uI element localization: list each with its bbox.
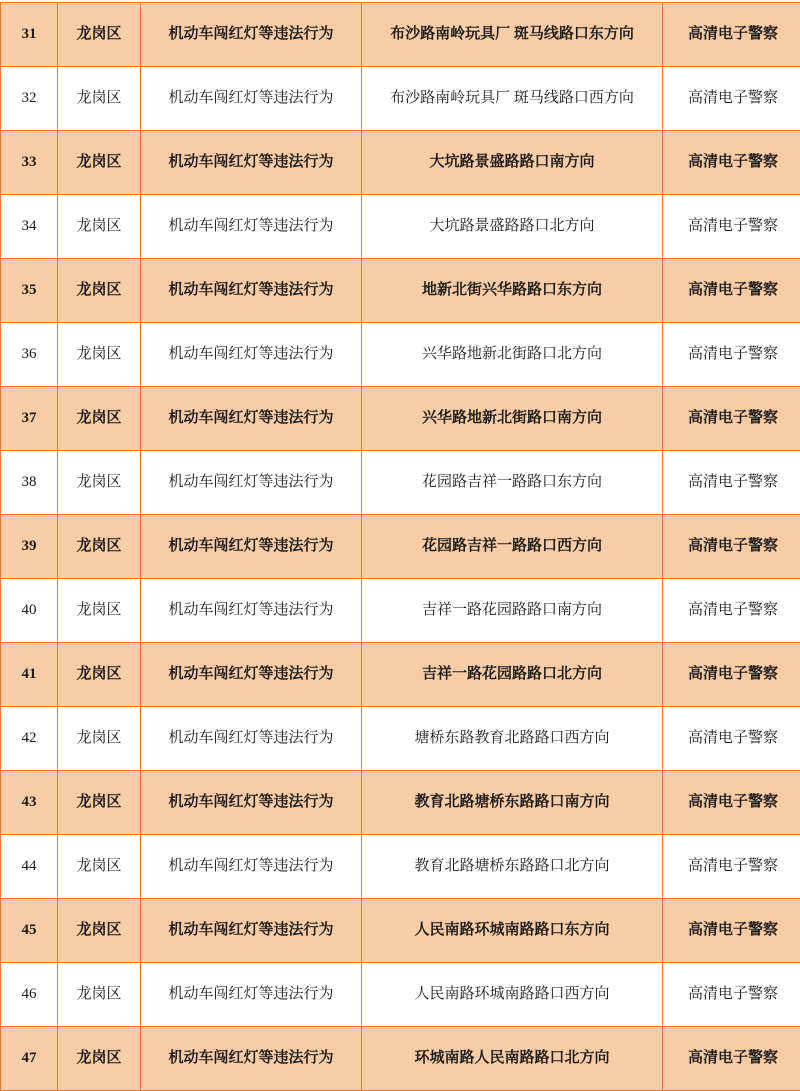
cell-device: 高清电子警察 [663, 707, 800, 771]
cell-district: 龙岗区 [58, 387, 141, 451]
cell-index: 47 [1, 1027, 58, 1091]
cell-violation-type: 机动车闯红灯等违法行为 [141, 899, 362, 963]
cell-violation-type: 机动车闯红灯等违法行为 [141, 67, 362, 131]
cell-device: 高清电子警察 [663, 387, 800, 451]
cell-location: 环城南路人民南路路口北方向 [362, 1027, 663, 1091]
cell-district: 龙岗区 [58, 707, 141, 771]
table-row [1, 899, 800, 963]
cell-location: 兴华路地新北街路口南方向 [362, 387, 663, 451]
table-row [1, 515, 800, 579]
cell-device: 高清电子警察 [663, 899, 800, 963]
cell-location: 大坑路景盛路路口南方向 [362, 131, 663, 195]
table-body [1, 3, 800, 1091]
cell-device: 高清电子警察 [663, 515, 800, 579]
cell-location: 布沙路南岭玩具厂 斑马线路口东方向 [362, 3, 663, 67]
cell-district: 龙岗区 [58, 3, 141, 67]
document-page [0, 2, 800, 1091]
cell-violation-type: 机动车闯红灯等违法行为 [141, 451, 362, 515]
table-row [1, 963, 800, 1027]
cell-device: 高清电子警察 [663, 771, 800, 835]
cell-district: 龙岗区 [58, 643, 141, 707]
cell-location: 教育北路塘桥东路路口南方向 [362, 771, 663, 835]
table-row [1, 131, 800, 195]
cell-violation-type: 机动车闯红灯等违法行为 [141, 515, 362, 579]
cell-violation-type: 机动车闯红灯等违法行为 [141, 323, 362, 387]
cell-violation-type: 机动车闯红灯等违法行为 [141, 963, 362, 1027]
cell-device: 高清电子警察 [663, 3, 800, 67]
cell-district: 龙岗区 [58, 579, 141, 643]
cell-index: 32 [1, 67, 58, 131]
cell-district: 龙岗区 [58, 67, 141, 131]
violation-table [0, 2, 800, 1091]
cell-violation-type: 机动车闯红灯等违法行为 [141, 131, 362, 195]
cell-location: 地新北街兴华路路口东方向 [362, 259, 663, 323]
cell-violation-type: 机动车闯红灯等违法行为 [141, 195, 362, 259]
cell-index: 46 [1, 963, 58, 1027]
cell-location: 大坑路景盛路路口北方向 [362, 195, 663, 259]
cell-index: 34 [1, 195, 58, 259]
cell-device: 高清电子警察 [663, 579, 800, 643]
cell-index: 41 [1, 643, 58, 707]
cell-index: 36 [1, 323, 58, 387]
cell-location: 教育北路塘桥东路路口北方向 [362, 835, 663, 899]
table-row [1, 1027, 800, 1091]
cell-district: 龙岗区 [58, 899, 141, 963]
cell-device: 高清电子警察 [663, 643, 800, 707]
cell-location: 兴华路地新北街路口北方向 [362, 323, 663, 387]
cell-district: 龙岗区 [58, 835, 141, 899]
cell-location: 吉祥一路花园路路口北方向 [362, 643, 663, 707]
cell-violation-type: 机动车闯红灯等违法行为 [141, 835, 362, 899]
cell-device: 高清电子警察 [663, 963, 800, 1027]
cell-index: 44 [1, 835, 58, 899]
cell-district: 龙岗区 [58, 515, 141, 579]
cell-device: 高清电子警察 [663, 1027, 800, 1091]
cell-location: 人民南路环城南路路口东方向 [362, 899, 663, 963]
cell-district: 龙岗区 [58, 323, 141, 387]
table-row [1, 643, 800, 707]
table-row [1, 835, 800, 899]
table-row [1, 579, 800, 643]
cell-location: 人民南路环城南路路口西方向 [362, 963, 663, 1027]
cell-violation-type: 机动车闯红灯等违法行为 [141, 387, 362, 451]
cell-index: 39 [1, 515, 58, 579]
cell-index: 35 [1, 259, 58, 323]
cell-index: 42 [1, 707, 58, 771]
cell-index: 43 [1, 771, 58, 835]
cell-violation-type: 机动车闯红灯等违法行为 [141, 3, 362, 67]
cell-index: 38 [1, 451, 58, 515]
cell-violation-type: 机动车闯红灯等违法行为 [141, 1027, 362, 1091]
cell-location: 花园路吉祥一路路口东方向 [362, 451, 663, 515]
cell-violation-type: 机动车闯红灯等违法行为 [141, 707, 362, 771]
table-row [1, 707, 800, 771]
table-row [1, 3, 800, 67]
cell-device: 高清电子警察 [663, 323, 800, 387]
cell-district: 龙岗区 [58, 1027, 141, 1091]
cell-district: 龙岗区 [58, 963, 141, 1027]
cell-device: 高清电子警察 [663, 195, 800, 259]
cell-district: 龙岗区 [58, 195, 141, 259]
cell-district: 龙岗区 [58, 131, 141, 195]
cell-device: 高清电子警察 [663, 259, 800, 323]
cell-district: 龙岗区 [58, 259, 141, 323]
cell-district: 龙岗区 [58, 771, 141, 835]
cell-district: 龙岗区 [58, 451, 141, 515]
cell-device: 高清电子警察 [663, 835, 800, 899]
cell-index: 45 [1, 899, 58, 963]
table-row [1, 67, 800, 131]
cell-violation-type: 机动车闯红灯等违法行为 [141, 579, 362, 643]
cell-index: 31 [1, 3, 58, 67]
table-row [1, 323, 800, 387]
cell-index: 37 [1, 387, 58, 451]
cell-location: 吉祥一路花园路路口南方向 [362, 579, 663, 643]
cell-device: 高清电子警察 [663, 67, 800, 131]
cell-device: 高清电子警察 [663, 131, 800, 195]
cell-index: 33 [1, 131, 58, 195]
table-row [1, 771, 800, 835]
table-row [1, 451, 800, 515]
cell-violation-type: 机动车闯红灯等违法行为 [141, 771, 362, 835]
cell-location: 布沙路南岭玩具厂 斑马线路口西方向 [362, 67, 663, 131]
table-row [1, 387, 800, 451]
table-row [1, 195, 800, 259]
cell-location: 花园路吉祥一路路口西方向 [362, 515, 663, 579]
cell-index: 40 [1, 579, 58, 643]
cell-device: 高清电子警察 [663, 451, 800, 515]
cell-violation-type: 机动车闯红灯等违法行为 [141, 643, 362, 707]
cell-violation-type: 机动车闯红灯等违法行为 [141, 259, 362, 323]
table-row [1, 259, 800, 323]
cell-location: 塘桥东路教育北路路口西方向 [362, 707, 663, 771]
